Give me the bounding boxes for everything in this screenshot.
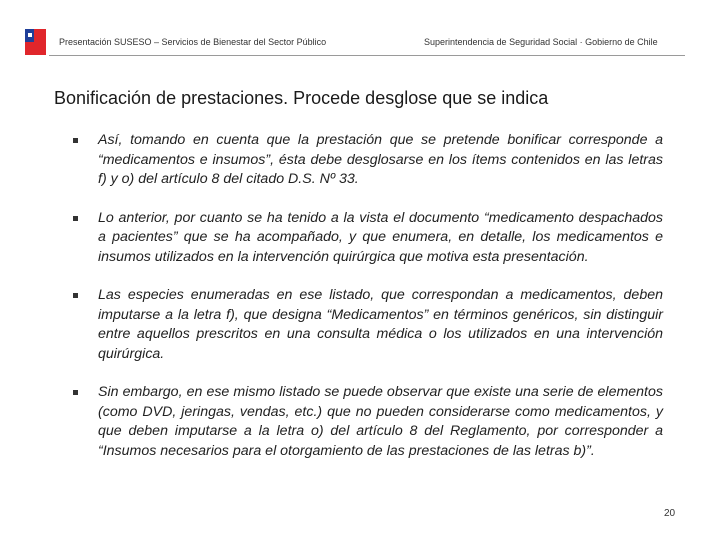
bullet-square-icon bbox=[73, 293, 78, 298]
page-number: 20 bbox=[664, 508, 676, 519]
bullet-item bbox=[73, 286, 663, 364]
bullet-list bbox=[73, 131, 663, 461]
slide-header bbox=[0, 0, 720, 58]
bullet-square-icon bbox=[73, 390, 78, 395]
bullet-item bbox=[73, 209, 663, 268]
flag-red-field bbox=[34, 29, 46, 42]
bullet-text: Lo anterior, por cuanto se ha tenido a la vista el documento “medicamento despachados a pacientes” que se ha acompañado, y que enumera, en detalle, los medicamentos e insumos utilizados en la intervención quirúrgica que motiva esta presentación. bbox=[98, 209, 663, 265]
bullet-text: Así, tomando en cuenta que la prestación que se pretende bonificar corresponde a “medicamentos e insumos”, ésta debe desglosarse en los ítems contenidos en las letras f) y o) del artículo 8 del citado D.S. Nº 33. bbox=[98, 132, 663, 187]
bullet-square-icon bbox=[73, 216, 78, 221]
header-presentation-title: Presentación SUSESO – Servicios de Bienestar del Sector Público bbox=[59, 37, 327, 47]
bullet-text: Sin embargo, en ese mismo listado se puede observar que existe una serie de elementos (como DVD, jeringas, vendas, etc.) que no pueden considerarse como medicamentos, y que deben imputarse a la letra o) del artículo 8 del Reglamento, por corresponder a “Insumos necesarios para el otorgamiento de las prestaciones de las letras b)”. bbox=[98, 384, 663, 459]
flag-star bbox=[28, 33, 32, 37]
bullet-item bbox=[73, 131, 663, 190]
header-organization: Superintendencia de Seguridad Social · Gobierno de Chile bbox=[424, 37, 658, 47]
flag-red-band bbox=[25, 42, 46, 55]
bullet-item bbox=[73, 383, 663, 461]
bullet-square-icon bbox=[73, 138, 78, 143]
header-divider bbox=[49, 55, 685, 56]
bullet-text: Las especies enumeradas en ese listado, que correspondan a medicamentos, deben imputarse a la letra f), que designa “Medicamentos” en términos genéricos, sin distinguir entre aquellos prescritos en una consulta médica o los utilizados en una intervención quirúrgica. bbox=[98, 287, 663, 362]
chile-flag-icon bbox=[25, 29, 46, 55]
slide-title: Bonificación de prestaciones. Procede desglose que se indica bbox=[54, 88, 549, 108]
